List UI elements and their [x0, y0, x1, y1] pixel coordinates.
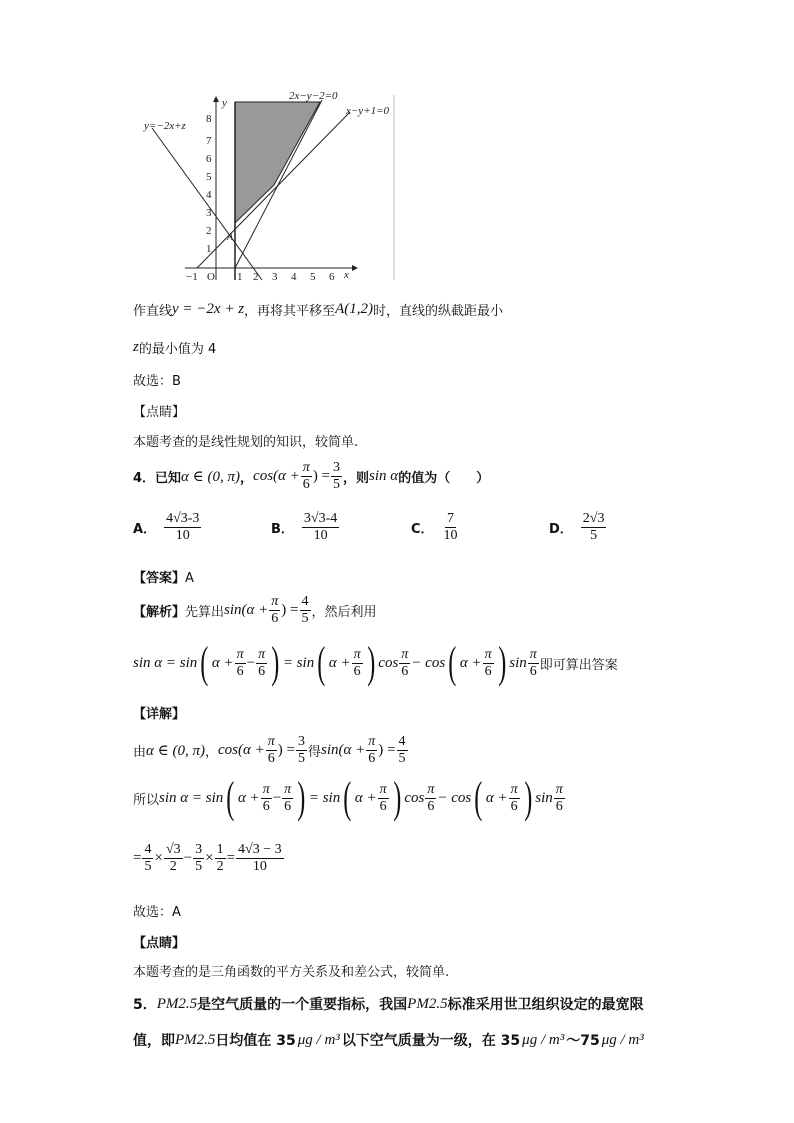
y-tick: 6 — [206, 153, 212, 165]
section-tag: 【点睛】 — [133, 405, 186, 420]
x-tick: 4 — [291, 271, 297, 283]
option-a[interactable]: A． $\frac{4√3-3}{10}$ — [133, 511, 200, 543]
detail-line-1: 由 α ∈ (0, π) ， cos(α + $\frac{\pi}{6}$ ) = $\frac{3}{5}$ 得 sin(α + $\frac{\pi}{6}$ ) = $\frac{4}{5}$ — [133, 734, 406, 766]
analysis-line: 【解析】 先算出 sin(α + $\frac{\pi}{6}$ ) = $\frac{4}{5}$ ，然后利用 — [133, 594, 377, 626]
feasible-region-graph — [140, 90, 400, 285]
x-axis-label: x — [344, 269, 349, 281]
unit: μg / m³ — [297, 1031, 340, 1048]
text: 得 — [308, 745, 322, 760]
option-label: C． — [411, 522, 434, 537]
detail-tag: 【详解】 — [133, 707, 186, 722]
math-expr: sin α — [369, 468, 399, 484]
text: 由 — [133, 745, 147, 760]
y-tick: 2 — [206, 225, 212, 237]
text: 作直线 — [133, 304, 173, 319]
shaded-region — [235, 102, 320, 223]
option-label: D． — [549, 522, 573, 537]
y-tick: 5 — [206, 171, 212, 183]
answer-tag: 【答案】 — [133, 571, 186, 586]
text: ，再将其平移至 — [244, 304, 336, 319]
x-tick: 2 — [253, 271, 259, 283]
y-tick: 7 — [206, 135, 212, 147]
line-label-y=-2x+z: y=−2x+z — [144, 120, 186, 132]
solution-line-1 — [133, 300, 503, 319]
section-tag: 【点睛】 — [133, 936, 186, 951]
analysis-tag: 【解析】 — [133, 605, 186, 620]
option-b[interactable]: B． $\frac{3√3-4}{10}$ — [271, 511, 338, 543]
math-var: z — [133, 339, 139, 355]
text: 日均值在 35 — [215, 1033, 296, 1049]
text: 以下空气质量为一级，在 35 — [341, 1033, 521, 1049]
x-tick: 5 — [310, 271, 316, 283]
text: 标准采用世卫组织设定的最宽限 — [447, 997, 644, 1013]
choose-line: 故选：A — [133, 905, 181, 920]
answer-value: A — [185, 571, 194, 586]
text: ， — [240, 471, 254, 486]
option-d[interactable]: D． $\frac{2√3}{5}$ — [549, 511, 605, 543]
y-axis-label: y — [222, 97, 227, 109]
detail-line-3: = $\frac{4}{5}$ × $\frac{√3}{2}$ − $\frac{3}{5}$ × $\frac{1}{2}$ = $\frac{4√3 - 3}{10}$ — [133, 842, 282, 874]
note-text: 本题考查的是线性规划的知识，较简单. — [133, 435, 359, 450]
x-tick: 6 — [329, 271, 335, 283]
text: ～75 — [566, 1033, 600, 1049]
text: 的值为（ ） — [398, 471, 490, 486]
math-expr: α ∈ (0, π) — [181, 469, 241, 485]
line-label-2x-y-2: 2x−y−2=0 — [289, 90, 338, 102]
origin-label: O — [207, 271, 215, 283]
text: ，然后利用 — [311, 605, 377, 620]
question-number: 4．已知 — [133, 471, 182, 486]
question-5-line-2 — [133, 1030, 644, 1050]
option-label: B． — [271, 522, 294, 537]
y-tick: 4 — [206, 189, 212, 201]
math-expr: PM2.5 — [175, 1031, 216, 1048]
text: 是空气质量的一个重要指标，我国 — [197, 997, 408, 1013]
math-expr: PM2.5 — [156, 995, 198, 1012]
question-number: 5． — [133, 997, 157, 1013]
option-c[interactable]: C． $\frac{7}{10}$ — [411, 511, 458, 543]
x-tick: 3 — [272, 271, 278, 283]
question-4: 4．已知 α ∈ (0, π) ， cos(α + $\frac{\pi}{6}$ ) = $\frac{3}{5}$ ，则 sin α 的值为（ ） — [133, 460, 490, 492]
y-tick: 1 — [206, 243, 212, 255]
text: 值，即 — [133, 1033, 175, 1049]
unit: μg / m³ — [601, 1031, 644, 1048]
solution-line-2 — [133, 338, 216, 357]
choose-line: 故选：B — [133, 374, 181, 389]
math-expr: PM2.5 — [407, 995, 448, 1012]
point-a-label: A — [227, 232, 234, 243]
question-5-line-1 — [133, 994, 644, 1014]
math-expr: cos(α + — [253, 468, 300, 484]
text: 即可算出答案 — [539, 657, 618, 673]
option-label: A． — [133, 522, 157, 537]
text: 时，直线的纵截距最小 — [372, 304, 503, 319]
text: 所以 — [133, 792, 160, 808]
answer-line — [133, 567, 194, 586]
unit: μg / m³ — [522, 1031, 565, 1048]
math-expr: y = −2x + z — [172, 301, 245, 317]
math-expr: A(1,2) — [335, 301, 373, 317]
note-text: 本题考查的是三角函数的平方关系及和差公式，较简单. — [133, 965, 450, 980]
x-tick: 1 — [237, 271, 243, 283]
text: 的最小值为 4 — [138, 342, 217, 357]
detail-line-2: 所以 sin α = sin ( α + $\frac{\pi}{6}$ − $\frac{\pi}{6}$ ) = sin ( α + $\frac{\pi}{6}$ ) cos $\frac{\pi}{6}$ − cos ( α + $\frac{\pi}{6}$ ) sin $\frac{\pi}{6}$ — [133, 773, 563, 822]
analysis-formula: sin α = sin ( α + $\frac{\pi}{6}$ − $\frac{\pi}{6}$ ) = sin ( α + $\frac{\pi}{6}$ ) cos $\frac{\pi}{6}$ − cos ( α + $\frac{\pi}{6}$ ) sin $\frac{\pi}{6}$ 即可算出答案 — [133, 638, 618, 687]
y-tick: 8 — [206, 113, 212, 125]
text: ，则 — [343, 471, 370, 486]
line-label-x-y+1: x−y+1=0 — [346, 105, 390, 117]
y-tick: 3 — [206, 207, 212, 219]
x-tick: −1 — [186, 271, 198, 283]
text: 先算出 — [185, 605, 225, 620]
